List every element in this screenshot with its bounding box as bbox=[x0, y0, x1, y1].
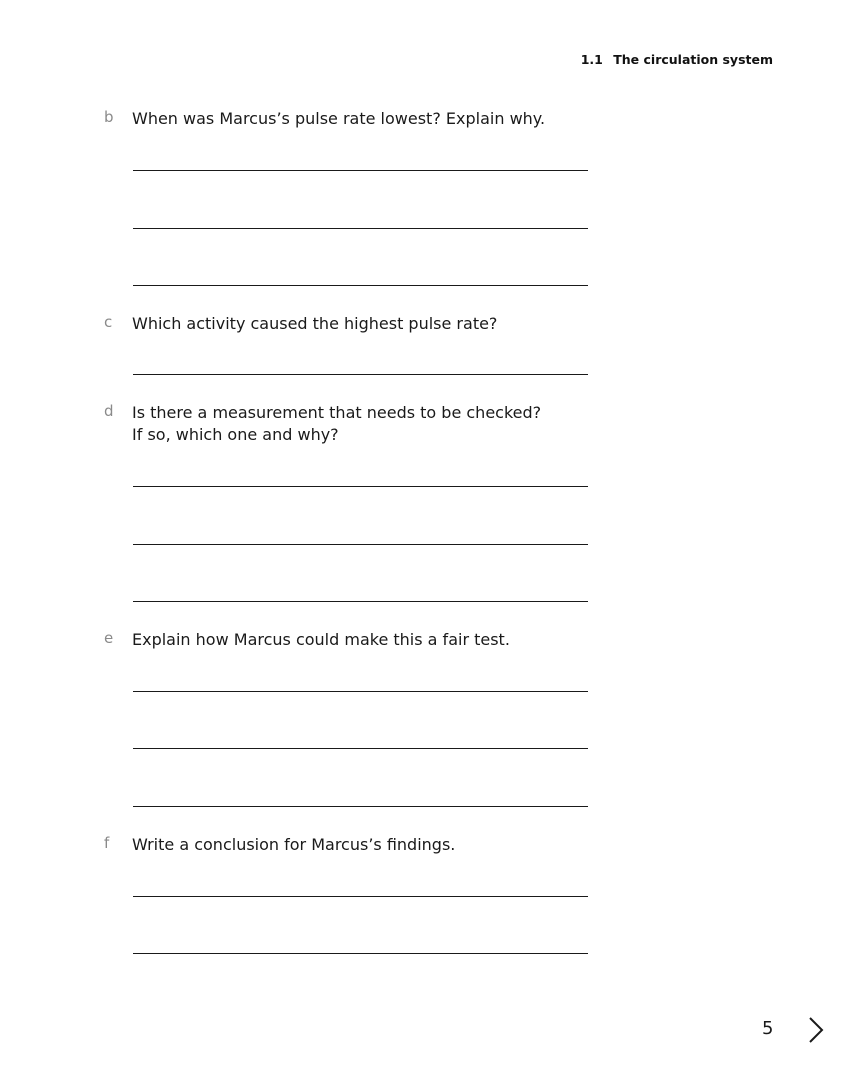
section-title: The circulation system bbox=[613, 52, 773, 67]
question-text-line: If so, which one and why? bbox=[132, 425, 339, 444]
question-text bbox=[132, 402, 652, 446]
page-number: 5 bbox=[762, 1018, 774, 1039]
question-letter: b bbox=[104, 108, 114, 126]
answer-line[interactable] bbox=[133, 953, 588, 954]
answer-line[interactable] bbox=[133, 228, 588, 229]
answer-line[interactable] bbox=[133, 806, 588, 807]
answer-line[interactable] bbox=[133, 748, 588, 749]
answer-line[interactable] bbox=[133, 544, 588, 545]
chevron-right-icon[interactable] bbox=[806, 1016, 826, 1044]
answer-line[interactable] bbox=[133, 170, 588, 171]
question-letter: f bbox=[104, 834, 110, 852]
section-number: 1.1 bbox=[580, 52, 603, 67]
question-letter: d bbox=[104, 402, 114, 420]
answer-line[interactable] bbox=[133, 601, 588, 602]
question-text: When was Marcus’s pulse rate lowest? Explain why. bbox=[132, 109, 546, 128]
answer-line[interactable] bbox=[133, 285, 588, 286]
question-letter: e bbox=[104, 629, 114, 647]
answer-line[interactable] bbox=[133, 486, 588, 487]
question-text: Explain how Marcus could make this a fair test. bbox=[132, 630, 510, 649]
question-text: Write a conclusion for Marcus’s findings. bbox=[132, 835, 456, 854]
question-letter: c bbox=[104, 313, 113, 331]
answer-line[interactable] bbox=[133, 374, 588, 375]
section-header bbox=[581, 52, 773, 67]
question-text-line: Is there a measurement that needs to be checked? bbox=[132, 403, 542, 422]
answer-line[interactable] bbox=[133, 896, 588, 897]
answer-line[interactable] bbox=[133, 691, 588, 692]
question-text: Which activity caused the highest pulse rate? bbox=[132, 314, 498, 333]
